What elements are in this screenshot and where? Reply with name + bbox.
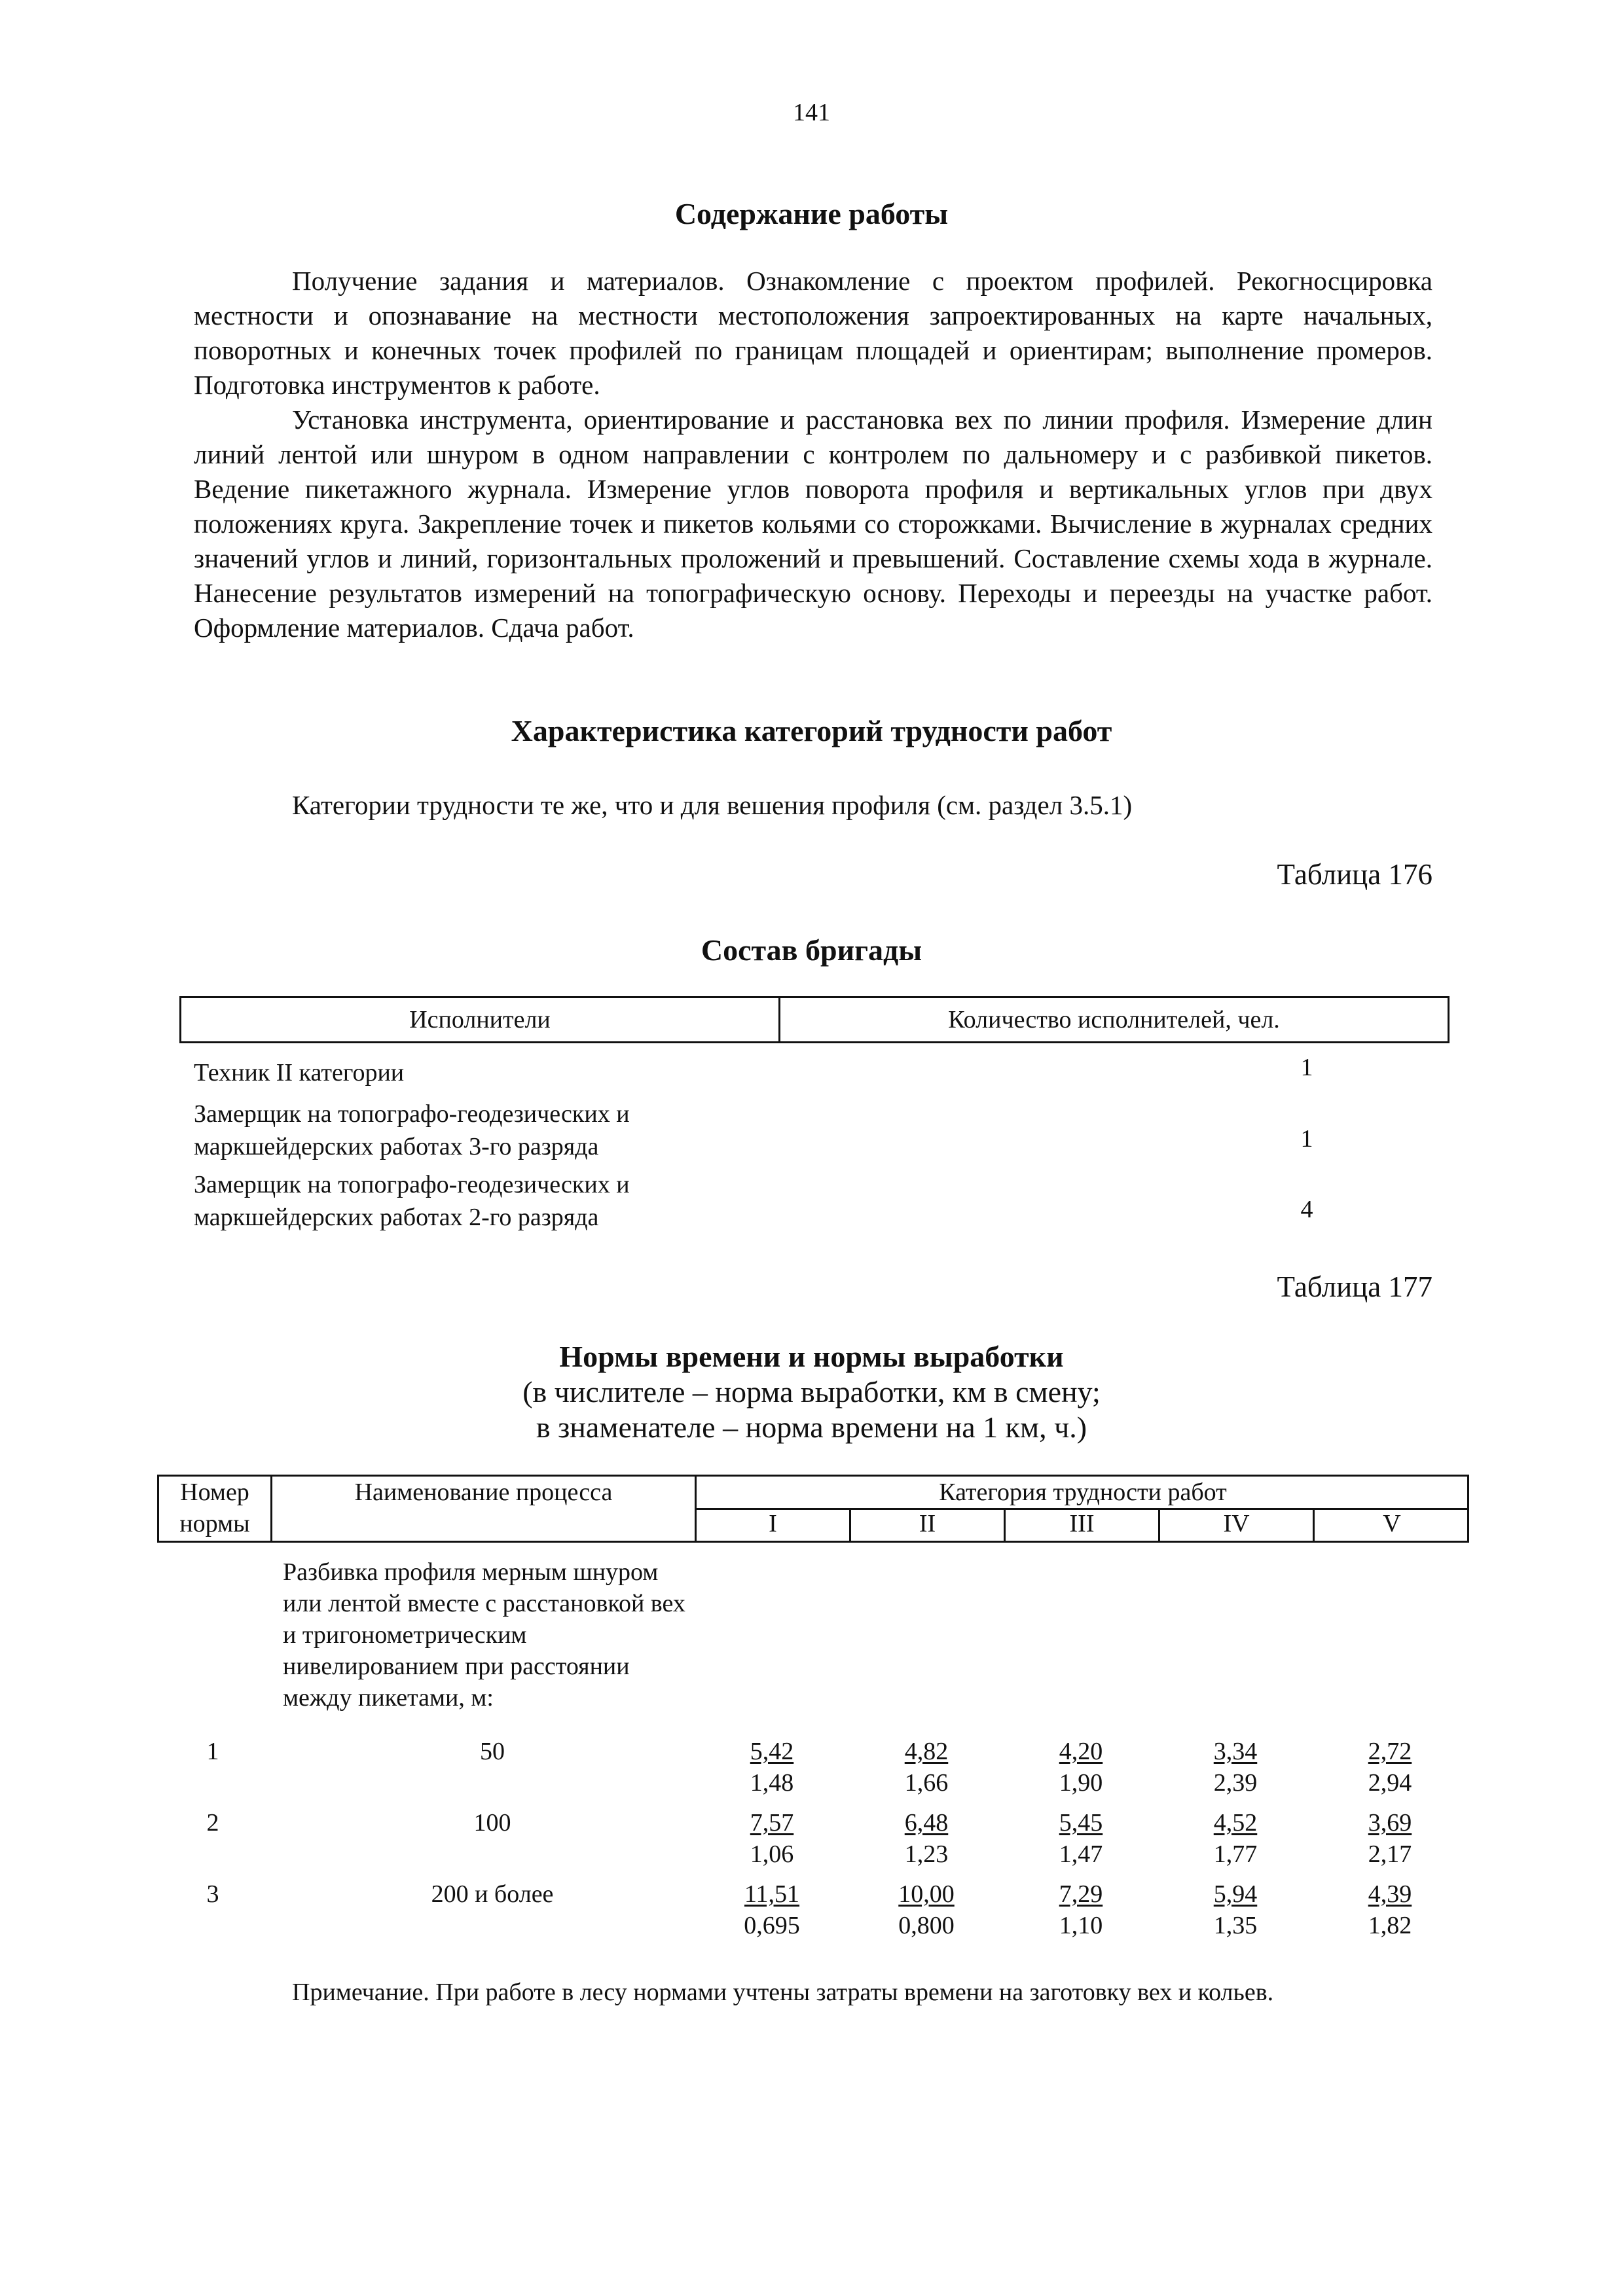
table-note: Примечание. При работе в лесу нормами учтены затраты времени на заготовку вех и кольев. [292, 1979, 1274, 2006]
paragraph-2: Установка инструмента, ориентирование и расстановка вех по линии профиля. Измерение длин линий лентой или шнуром в одном направлении с контролем по дальномеру и с разбивкой пикетов. Ведение пикетажного журнала. Измерение углов поворота профиля и вертикальных углов при двух положениях круга. Закрепление точек и пикетов кольями со сторожками. Вычисление в журналах средних значений углов и линий, горизонтальных проложений и превышений. Составление схемы хода в журнале. Нанесение результатов измерений на топографическую основу. Переходы и переезды на участке работ. Оформление материалов. Сдача работ. [194, 404, 1432, 643]
norm-value: $\frac{11,51}{0,695}$ [744, 1880, 800, 1939]
crew-count: 1 [1300, 1054, 1313, 1081]
table-176-title: Состав бригады [701, 933, 922, 967]
category-v: V [1383, 1510, 1401, 1537]
table-177-label: Таблица 177 [1277, 1270, 1432, 1303]
header-difficulty-category: Категория трудности работ [939, 1479, 1227, 1506]
category-ii: II [919, 1510, 936, 1537]
norm-number: 3 [206, 1880, 219, 1908]
difficulty-text: Категории трудности те же, что и для вешения профиля (см. раздел 3.5.1) [292, 790, 1133, 820]
norm-value: $\frac{5,45}{1,47}$ [1059, 1809, 1103, 1868]
norm-value: $\frac{4,20}{1,90}$ [1059, 1738, 1103, 1797]
norm-number: 2 [206, 1809, 219, 1837]
paragraph-1: Получение задания и материалов. Ознакомление с проектом профилей. Рекогносцировка местности и опознавание на местности местоположения запроектированных на карте начальных, поворотных и конечных точек профилей по границам площадей и ориентирам; выполнение промеров. Подготовка инструментов к работе. [194, 266, 1432, 400]
table-176-label: Таблица 176 [1277, 858, 1432, 891]
category-iv: IV [1223, 1510, 1250, 1537]
norm-value: $\frac{4,82}{1,66}$ [904, 1738, 949, 1797]
norm-value: $\frac{4,39}{1,82}$ [1368, 1880, 1412, 1939]
crew-table-header [179, 996, 1450, 1043]
norm-value: $\frac{10,00}{0,800}$ [898, 1880, 955, 1939]
header-norm-number-1: Номер [180, 1479, 249, 1506]
crew-count: 1 [1300, 1125, 1313, 1153]
distance: 50 [480, 1738, 505, 1765]
norm-value: $\frac{3,34}{2,39}$ [1213, 1738, 1258, 1797]
page-number: 141 [793, 99, 830, 126]
norm-value: $\frac{4,52}{1,77}$ [1213, 1809, 1258, 1868]
norm-value: $\frac{5,42}{1,48}$ [750, 1738, 794, 1797]
norm-number: 1 [206, 1738, 219, 1765]
header-count: Количество исполнителей, чел. [948, 1006, 1280, 1033]
norm-value: $\frac{7,57}{1,06}$ [750, 1809, 794, 1868]
norm-value: $\frac{2,72}{2,94}$ [1368, 1738, 1412, 1797]
category-iii: III [1069, 1510, 1095, 1537]
header-performers: Исполнители [181, 998, 780, 1041]
process-description: Разбивка профиля мерным шнуром или лентой вместе с расстановкой вех и тригонометрическим нивелированием при расстоянии между пикетами, м: [283, 1558, 685, 1712]
norm-value: $\frac{6,48}{1,23}$ [904, 1809, 949, 1868]
crew-count: 4 [1300, 1196, 1313, 1223]
crew-role: Замерщик на топографо-геодезических и маркшейдерских работах 2-го разряда [194, 1171, 630, 1231]
norm-value: $\frac{3,69}{2,17}$ [1368, 1809, 1412, 1868]
norm-value: $\frac{7,29}{1,10}$ [1059, 1880, 1103, 1939]
norm-value: $\frac{5,94}{1,35}$ [1213, 1880, 1258, 1939]
category-i: I [769, 1510, 777, 1537]
distance: 100 [473, 1809, 511, 1837]
table-177-subtitle-1: (в числителе – норма выработки, км в смену; [522, 1375, 1101, 1408]
section-title-work-content: Содержание работы [674, 197, 949, 230]
crew-role: Замерщик на топографо-геодезических и маркшейдерских работах 3-го разряда [194, 1100, 630, 1160]
crew-role: Техник II категории [194, 1059, 405, 1086]
table-177-subtitle-2: в знаменателе – норма времени на 1 км, ч.) [536, 1410, 1087, 1444]
header-norm-number-2: нормы [179, 1510, 250, 1537]
section-title-difficulty: Характеристика категорий трудности работ [511, 714, 1112, 747]
norms-table-header [157, 1475, 1469, 1543]
table-177-title: Нормы времени и нормы выработки [559, 1340, 1064, 1373]
distance: 200 и более [431, 1880, 554, 1908]
header-process-name: Наименование процесса [354, 1479, 613, 1506]
